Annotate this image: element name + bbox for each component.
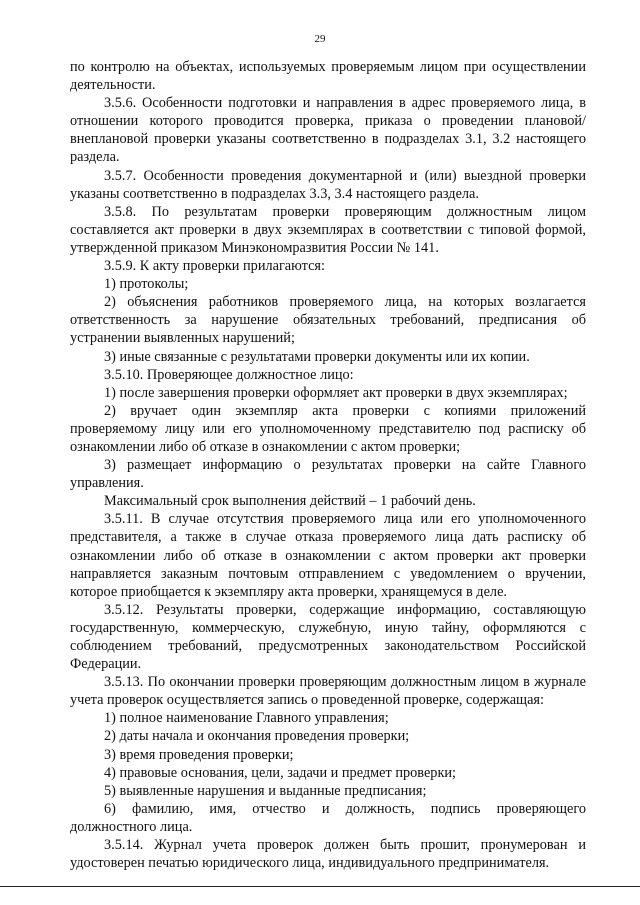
paragraph-3-5-10: 3.5.10. Проверяющее должностное лицо:: [104, 366, 354, 383]
bottom-rule: [0, 886, 640, 887]
paragraph-3-5-14: 3.5.14. Журнал учета проверок должен быть прошит, пронумерован и удостоверен печатью юридического лица, индивидуального предпринимателя.: [70, 837, 586, 872]
list-item-explanations: 2) объяснения работников проверяемого лица, на которых возлагается ответственность за нарушение обязательных требований, предписания об устранении выявленных нарушений;: [70, 294, 586, 347]
paragraph-max-term: Максимальный срок выполнения действий – 1 рабочий день.: [104, 493, 476, 510]
paragraph-3-5-13: 3.5.13. По окончании проверки проверяющим должностным лицом в журнале учета проверок осуществляется запись о проведенной проверке, содержащая:: [70, 674, 586, 709]
paragraph-3-5-12: 3.5.12. Результаты проверки, содержащие информацию, составляющую государственную, коммерческую, служебную, иную тайну, оформляются с соблюдением требований, предусмотренных законодательством Российской Федерации.: [70, 601, 586, 673]
list-item-other-documents: 3) иные связанные с результатами проверки документы или их копии.: [104, 348, 530, 365]
list-item-violations: 5) выявленные нарушения и выданные предписания;: [104, 782, 427, 799]
document-body: [70, 58, 586, 872]
page-number: 29: [314, 33, 326, 45]
list-item-time: 3) время проведения проверки;: [104, 746, 294, 763]
paragraph-3-5-11: 3.5.11. В случае отсутствия проверяемого лица или его уполномоченного представителя, а также в случае отказа проверяемого лица дать расписку об ознакомлении либо об отказе в ознакомлении с актом проверки акт проверки направляется заказным почтовым отправлением с уведомлением о вручении, которое приобщается к экземпляру акта проверки, хранящемуся в деле.: [70, 511, 586, 600]
list-item-publish-results: 3) размещает информацию о результатах проверки на сайте Главного управления.: [70, 457, 586, 492]
list-item-grounds: 4) правовые основания, цели, задачи и предмет проверки;: [104, 764, 457, 781]
list-item-full-name: 1) полное наименование Главного управления;: [104, 710, 389, 727]
list-item-inspector: 6) фамилию, имя, отчество и должность, подпись проверяющего должностного лица.: [70, 800, 586, 835]
list-item-dates: 2) даты начала и окончания проведения проверки;: [104, 728, 410, 745]
paragraph-3-5-9: 3.5.9. К акту проверки прилагаются:: [104, 258, 325, 275]
paragraph-continuation: по контролю на объектах, используемых проверяемым лицом при осуществлении деятельности.: [70, 59, 586, 94]
list-item-hand-over-act: 2) вручает один экземпляр акта проверки с копиями приложений проверяемому лицу или его уполномоченному представителю под расписку об ознакомлении либо об отказе в ознакомлении с актом проверки;: [70, 402, 586, 455]
paragraph-3-5-6: 3.5.6. Особенности подготовки и направления в адрес проверяемого лица, в отношении которого проводится проверка, приказа о проведении плановой/внеплановой проверки указаны соответственно в подразделах 3.1, 3.2 настоящего раздела.: [70, 95, 586, 166]
paragraph-3-5-7: 3.5.7. Особенности проведения документарной и (или) выездной проверки указаны соответственно в подразделах 3.3, 3.4 настоящего раздела.: [70, 167, 586, 202]
list-item-protocols: 1) протоколы;: [104, 276, 189, 293]
list-item-draw-up-act: 1) после завершения проверки оформляет акт проверки в двух экземплярах;: [104, 384, 568, 401]
paragraph-3-5-8: 3.5.8. По результатам проверки проверяющим должностным лицом составляется акт проверки в двух экземплярах в соответствии с типовой формой, утвержденной приказом Минэкономразвития России № 141.: [70, 203, 586, 256]
